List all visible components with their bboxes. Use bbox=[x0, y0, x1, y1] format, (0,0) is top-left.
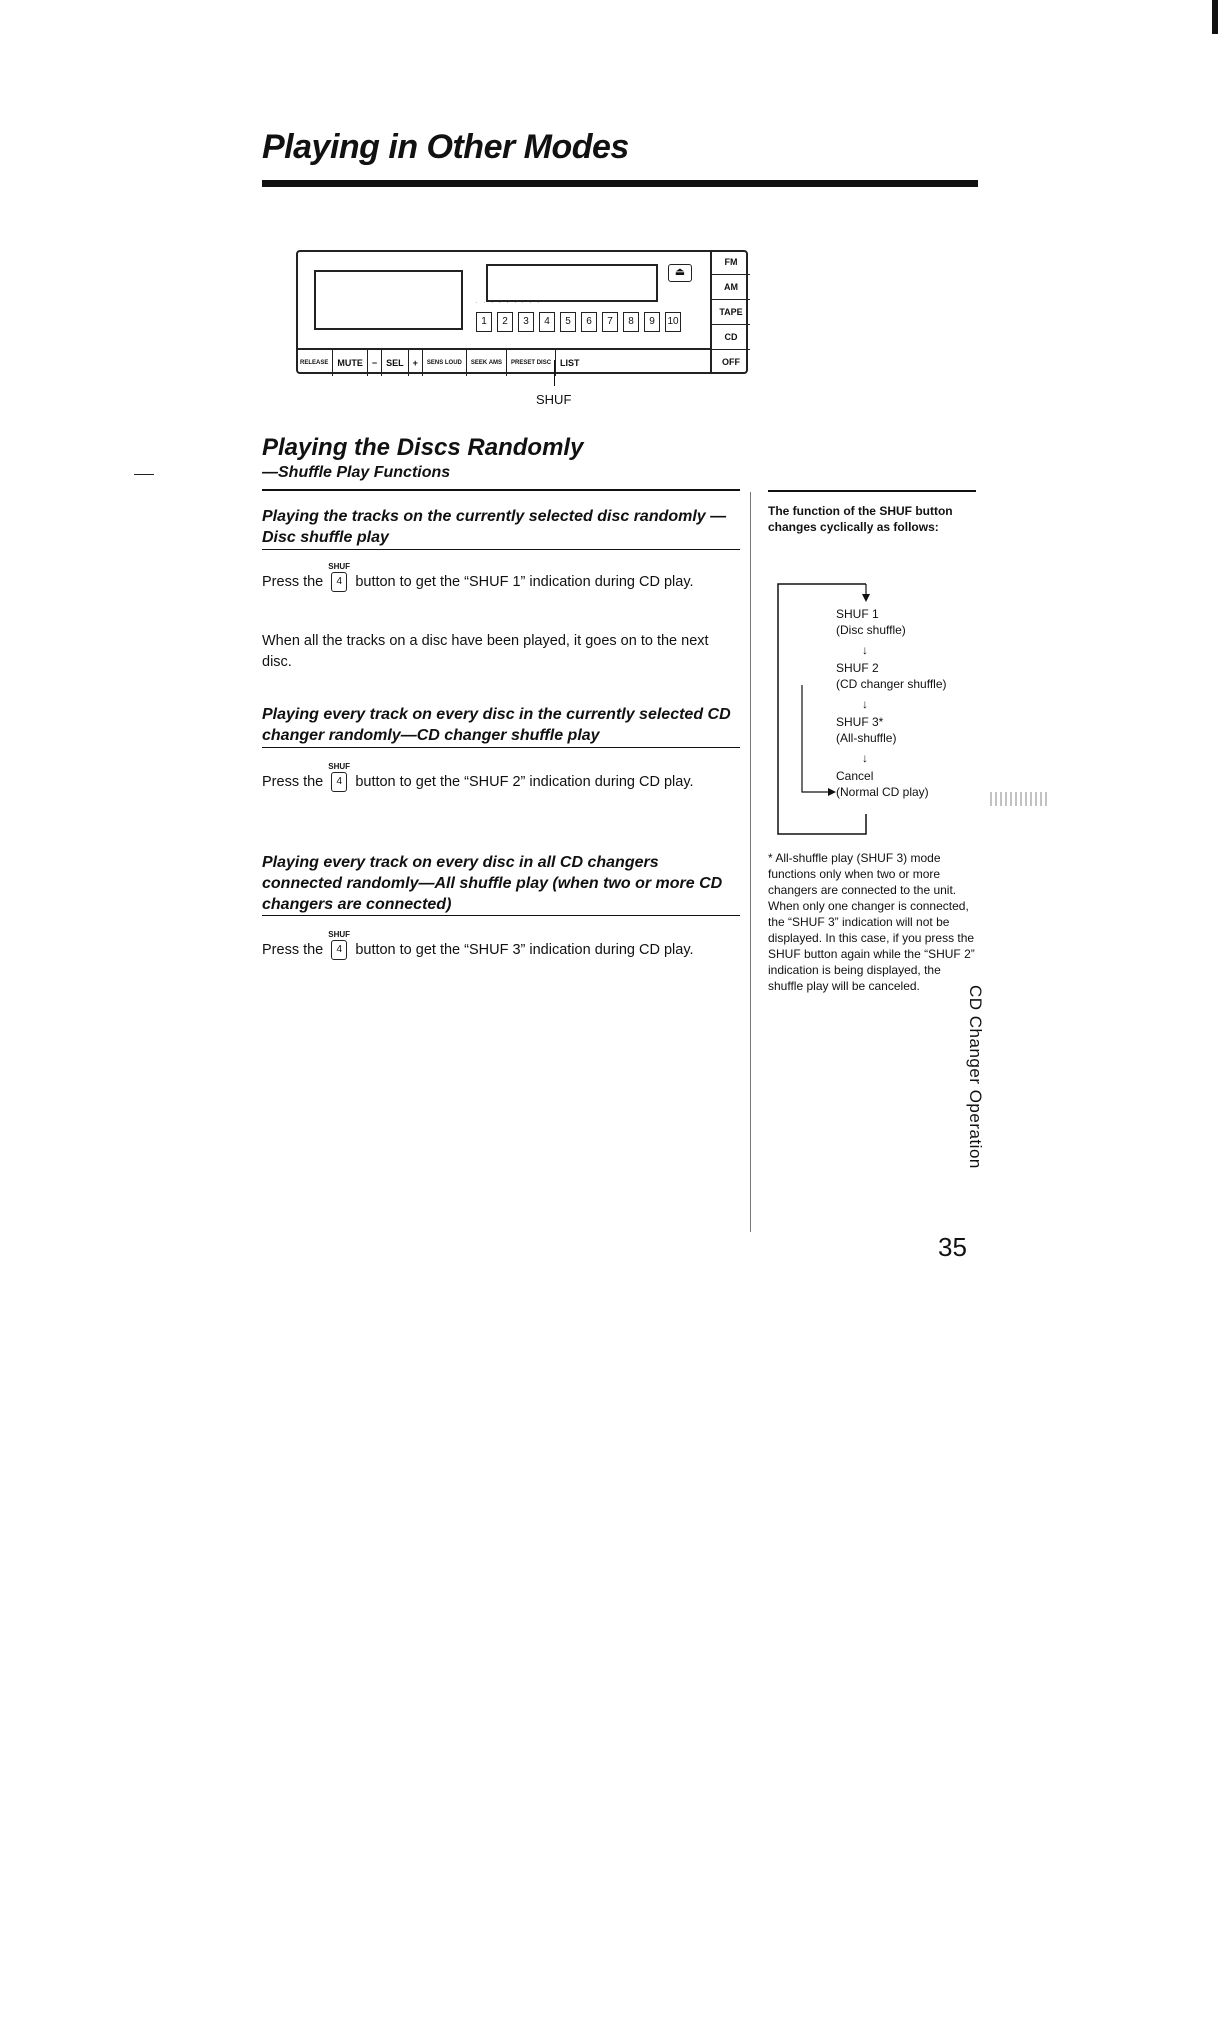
cd-button: CD bbox=[712, 325, 750, 350]
block-3-heading: Playing every track on every disc in all CD changers connected randomly—All shuffle play (when two or more CD changers are connected) bbox=[262, 854, 723, 913]
cycle-step-4 bbox=[836, 768, 996, 800]
callout-line bbox=[554, 360, 555, 386]
arrow-down-icon: ↓ bbox=[862, 697, 868, 711]
sel-button: SEL bbox=[382, 350, 409, 376]
cycle-step-desc: (CD changer shuffle) bbox=[836, 677, 947, 691]
plus-button: + bbox=[409, 350, 423, 376]
off-button: OFF bbox=[722, 357, 740, 367]
page-title: Playing in Other Modes bbox=[262, 128, 629, 166]
block-3-instruction bbox=[262, 930, 740, 961]
cycle-step-desc: (All-shuffle) bbox=[836, 731, 897, 745]
preset-button: 3 bbox=[518, 312, 534, 332]
margin-dash bbox=[134, 474, 154, 475]
am-button: AM bbox=[712, 275, 750, 300]
cycle-step-name: SHUF 3* bbox=[836, 715, 884, 729]
cycle-step-2 bbox=[836, 660, 996, 692]
shuf-button-icon: SHUF 4 bbox=[331, 572, 347, 592]
cycle-step-desc: (Normal CD play) bbox=[836, 785, 929, 799]
list-button: LIST bbox=[560, 358, 580, 368]
block-1-instruction bbox=[262, 562, 740, 593]
preset-button: 8 bbox=[623, 312, 639, 332]
arrow-down-icon: ↓ bbox=[862, 751, 868, 765]
block-3-rule bbox=[262, 915, 740, 916]
press-suffix: button to get the “SHUF 1” indication during CD play. bbox=[355, 574, 694, 590]
fm-button: FM bbox=[712, 250, 750, 275]
display-window bbox=[486, 264, 658, 302]
release-button: RELEASE bbox=[296, 350, 333, 376]
function-labels: ········· bbox=[476, 300, 545, 306]
block-2-instruction bbox=[262, 762, 740, 793]
sidebar-rule bbox=[768, 490, 976, 492]
block-2-heading: Playing every track on every disc in the currently selected CD changer randomly—CD changer shuffle play bbox=[262, 706, 731, 744]
bottom-control-row bbox=[296, 348, 710, 376]
preset-button-shuf: 4 bbox=[539, 312, 555, 332]
column-divider bbox=[750, 492, 751, 1232]
callout-label: SHUF bbox=[536, 392, 572, 407]
mute-button: MUTE bbox=[333, 350, 368, 376]
preset-disc-button: PRESET DISC bbox=[507, 350, 556, 376]
block-1-extra: When all the tracks on a disc have been played, it goes on to the next disc. bbox=[262, 633, 709, 670]
block-1-rule bbox=[262, 549, 740, 550]
press-suffix: button to get the “SHUF 3” indication during CD play. bbox=[355, 942, 694, 958]
cycle-step-3 bbox=[836, 714, 996, 746]
preset-button: 10 bbox=[665, 312, 681, 332]
radio-faceplate-diagram bbox=[296, 250, 748, 374]
cycle-step-name: SHUF 1 bbox=[836, 607, 879, 621]
page-number: 35 bbox=[938, 1232, 967, 1262]
preset-button: 9 bbox=[644, 312, 660, 332]
minus-button: − bbox=[368, 350, 382, 376]
arrow-down-icon: ↓ bbox=[862, 643, 868, 657]
seek-ams-button: SEEK AMS bbox=[467, 350, 507, 376]
preset-button: 7 bbox=[602, 312, 618, 332]
preset-button: 1 bbox=[476, 312, 492, 332]
sens-loud-button: SENS LOUD bbox=[423, 350, 467, 376]
section-rule bbox=[262, 489, 740, 491]
detachable-panel bbox=[314, 270, 463, 330]
cycle-step-name: Cancel bbox=[836, 769, 874, 783]
preset-button: 6 bbox=[581, 312, 597, 332]
chapter-tab-label: CD Changer Operation bbox=[966, 985, 985, 1169]
source-buttons bbox=[710, 250, 750, 374]
shuf-button-icon: SHUF 4 bbox=[331, 772, 347, 792]
press-prefix: Press the bbox=[262, 774, 324, 790]
cycle-step-name: SHUF 2 bbox=[836, 661, 879, 675]
title-rule bbox=[262, 180, 978, 187]
section-title: Playing the Discs Randomly bbox=[262, 434, 584, 461]
block-2-rule bbox=[262, 747, 740, 748]
preset-button: 5 bbox=[560, 312, 576, 332]
cycle-step-1 bbox=[836, 606, 996, 638]
press-prefix: Press the bbox=[262, 942, 324, 958]
press-prefix: Press the bbox=[262, 574, 324, 590]
scan-speckle bbox=[990, 792, 1050, 806]
shuf-button-icon: SHUF 4 bbox=[331, 940, 347, 960]
eject-icon: ⏏ bbox=[668, 264, 692, 282]
sidebar-footnote: * All-shuffle play (SHUF 3) mode functions only when two or more changers are connected to the unit. When only one changer is connected, the “SHUF 3” indication will not be displayed. In this case, if you press the SHUF button again while the “SHUF 2” indication is being displayed, the shuffle play will be canceled. bbox=[768, 851, 975, 993]
section-subtitle: —Shuffle Play Functions bbox=[262, 464, 451, 481]
press-suffix: button to get the “SHUF 2” indication during CD play. bbox=[355, 774, 694, 790]
cycle-step-desc: (Disc shuffle) bbox=[836, 623, 906, 637]
preset-button: 2 bbox=[497, 312, 513, 332]
preset-buttons bbox=[476, 312, 681, 332]
tape-button: TAPE bbox=[712, 300, 750, 325]
sidebar-heading: The function of the SHUF button changes cyclically as follows: bbox=[768, 504, 953, 534]
corner-mark bbox=[1212, 0, 1218, 34]
block-1-heading: Playing the tracks on the currently selected disc randomly —Disc shuffle play bbox=[262, 508, 727, 546]
